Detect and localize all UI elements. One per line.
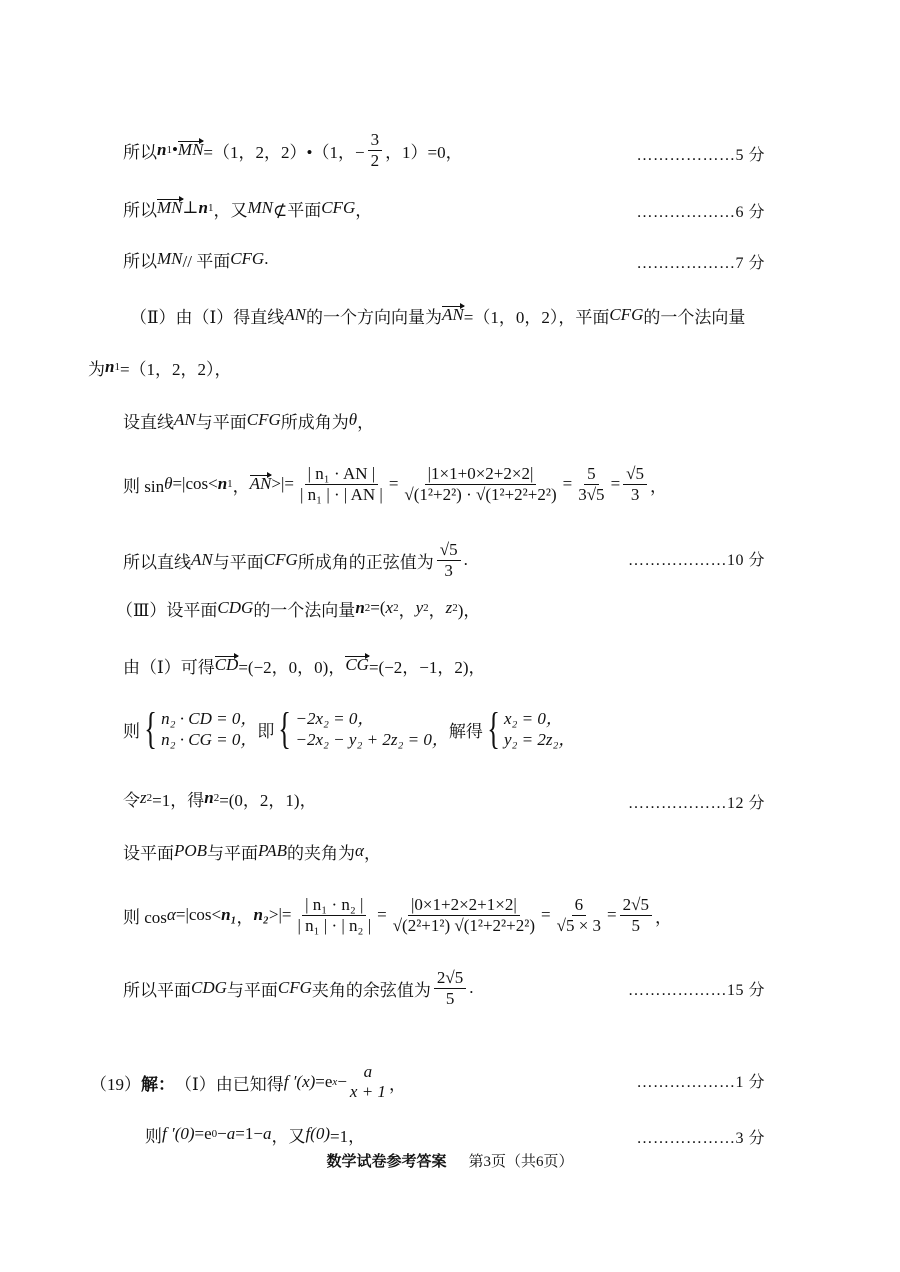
text: 即 [257, 721, 275, 741]
vector-n: n₂ [253, 905, 269, 924]
var: AN [174, 410, 196, 429]
vector-n: n [105, 357, 115, 376]
subscript: 1 [166, 144, 172, 156]
denominator: x + 1 [349, 1082, 386, 1101]
line-mn-parallel [123, 239, 268, 279]
vector-n: n₁ [221, 905, 237, 924]
line-q19-derivative [90, 1062, 406, 1102]
score-mark: ………………7 分 [636, 255, 765, 272]
text: 所以 [123, 142, 157, 162]
var: f ′(0) [162, 1124, 195, 1143]
equation: x₂ = 0， [503, 709, 563, 728]
numerator: |0×1+2×2+1×2| [408, 895, 520, 916]
denominator: √(2²+1²) √(1²+2²+2²) [392, 915, 536, 935]
text: ， [355, 200, 373, 220]
text: =1− [235, 1124, 263, 1143]
equation-system [140, 704, 258, 753]
text: 的一个方向向量为 [306, 307, 443, 327]
text: =（1，2，2）•（1，− [203, 142, 365, 162]
var: α [166, 905, 176, 924]
vector-an: AN [249, 474, 272, 493]
text: =1，得 [152, 790, 205, 810]
var: POB [174, 841, 208, 860]
line-cd-cg [123, 645, 486, 685]
score-mark: ………………3 分 [636, 1130, 765, 1147]
footer-title: 数学试卷参考答案 [326, 1154, 447, 1170]
text: 设平面 [123, 843, 174, 863]
text: − [217, 1124, 227, 1143]
text: =1， [329, 1126, 366, 1146]
text: >|= [271, 474, 294, 493]
denominator: | n₁ | · | n₂ | [297, 915, 372, 935]
text: 所以 [123, 200, 157, 220]
text: 则 cos [123, 907, 167, 927]
numerator: 5 [584, 464, 599, 485]
text: 为 [88, 359, 105, 379]
text: 则 [145, 1126, 162, 1146]
brace: { [278, 704, 292, 753]
score-mark: ………………15 分 [627, 982, 765, 999]
fraction [297, 464, 386, 505]
text: 所成角的正弦值为 [297, 552, 434, 572]
vector-n: n [157, 140, 167, 159]
vector-mn: MN [157, 198, 183, 217]
numerator: | n₁ · n₂ | [302, 895, 366, 916]
var: z [140, 788, 147, 807]
subscript: 2 [393, 602, 399, 614]
subscript: 2 [452, 602, 458, 614]
text: ， [654, 907, 672, 927]
text: =( [370, 598, 386, 617]
denominator: 2 [370, 150, 380, 170]
var: x [385, 598, 394, 617]
text: ， [388, 1074, 406, 1094]
text: =e [194, 1124, 212, 1143]
line-part2-intro [130, 295, 745, 335]
equation: n₂ · CG = 0， [161, 730, 258, 749]
text: 与平面 [207, 843, 259, 863]
subscript: 1 [227, 478, 233, 490]
subscript: 2 [423, 602, 429, 614]
var: MN [157, 249, 183, 268]
text: =(−2，−1，2)， [368, 657, 486, 677]
equation: n₂ · CD = 0， [161, 709, 258, 728]
denominator: √(1²+2²) · √(1²+2²+2²) [404, 484, 557, 504]
text: 的一个法向量 [253, 600, 356, 620]
var: α [355, 841, 364, 860]
fraction [368, 130, 383, 171]
fraction [623, 464, 647, 505]
score-mark: ………………10 分 [627, 552, 765, 569]
text: ， [232, 476, 250, 496]
var: θ [348, 410, 358, 429]
fraction [390, 895, 538, 936]
var: CFG [277, 978, 312, 997]
text: 令 [123, 790, 140, 810]
line-system [123, 705, 575, 753]
text: 则 sin [123, 476, 165, 496]
score-mark: ………………12 分 [627, 795, 765, 812]
text: =|cos< [172, 474, 218, 493]
var: CFG [230, 249, 265, 268]
text: ， [398, 600, 416, 620]
equation: −2x₂ = 0， [295, 709, 375, 728]
numerator: √5 [437, 540, 461, 561]
text: ， [236, 907, 254, 927]
denominator: 3 [630, 484, 640, 504]
exponent: x [332, 1076, 338, 1088]
text: （Ⅱ）由（Ⅰ）得直线 [130, 307, 285, 327]
numerator: 6 [572, 895, 587, 916]
page-number: 第3页（共6页） [468, 1154, 574, 1170]
denominator: √5 × 3 [556, 915, 602, 935]
text: 则 [123, 721, 140, 741]
denominator: 3√5 [578, 484, 605, 504]
line-set-theta [123, 400, 374, 440]
var: MN [247, 198, 273, 217]
var: PAB [258, 841, 288, 860]
fraction [294, 895, 374, 936]
text: • [171, 140, 178, 159]
text: − [337, 1072, 347, 1091]
line-cos-alpha: 则 cos α =|cos< n₁ ， n₂ >|= $\frac{\text{| n₁ · n₂ |}}{\text{| n₁ | · | n₂ |}}$ = $\frac{|0\times 1+2\times 2+1\times 2|}{\text{√(2²+1²) √(1²+2²+2²)}}$ = $\frac{6}{√5 \times 3}$ = $\frac{2√5}{5}$ ， [123, 894, 672, 935]
text: =e [315, 1072, 333, 1091]
numerator: |1×1+0×2+2×2| [425, 464, 537, 485]
text: ， [428, 600, 446, 620]
page-footer [0, 1150, 900, 1171]
numerator: 3 [368, 130, 383, 151]
fraction [434, 968, 466, 1009]
var: f ′(x) [283, 1072, 316, 1091]
var: AN [191, 550, 213, 569]
text: . [463, 550, 468, 569]
line-sine-value [123, 540, 468, 580]
score-mark: ………………1 分 [636, 1074, 765, 1091]
vector-cg: CG [345, 655, 369, 674]
text: ⊥ [182, 198, 199, 217]
var: y [415, 598, 424, 617]
exponent: 0 [211, 1128, 218, 1140]
text: （Ⅲ）设平面 [116, 600, 218, 620]
line-part3-intro [116, 588, 480, 628]
numerator: 2√5 [434, 968, 466, 989]
fraction [575, 464, 607, 505]
vector-n: n [198, 198, 208, 217]
subscript: 1 [114, 361, 120, 373]
text: 由（Ⅰ）可得 [123, 657, 215, 677]
numerator: 2√5 [620, 895, 652, 916]
numerator: a [363, 1062, 373, 1081]
text: ，又 [271, 1126, 306, 1146]
numerator: | n₁ · AN | [305, 464, 379, 485]
text: 所以直线 [123, 552, 191, 572]
question-number: （19） [90, 1074, 141, 1094]
vector-cd: CD [214, 655, 239, 674]
var: z [445, 598, 453, 617]
equation-system [274, 704, 449, 753]
text: . [264, 249, 269, 268]
vector-an: AN [442, 305, 464, 324]
line-n2 [123, 778, 317, 818]
vector-n: n [355, 598, 365, 617]
var: θ [164, 474, 173, 493]
text: =（1，0，2），平面 [463, 307, 610, 327]
text: 的一个法向量 [643, 307, 746, 327]
line-sin-theta: 则 sin θ =|cos< n 1 ， AN >|= $\frac{\text{| n₁ · AN |}}{\text{| n₁ | · | AN |}}$ = $\frac{|1\times 1+0\times 2+2\times 2|}{\text{√(1²+2²) · √(1²+2²+2²)}}$ = $\frac{5}{3√5}$ = $\frac{√5}{3}$ ， [123, 463, 667, 504]
numerator: √5 [623, 464, 647, 485]
text: ， [650, 476, 667, 496]
denominator: 5 [631, 915, 641, 935]
text: ⊄平面 [272, 200, 322, 220]
var: CFG [321, 198, 356, 217]
brace: { [144, 704, 157, 753]
brace: { [487, 704, 500, 753]
var: f(0) [305, 1124, 330, 1143]
text: . [469, 978, 474, 997]
subscript: 2 [213, 792, 220, 804]
text: ， [363, 843, 381, 863]
line-cosine-value [123, 968, 474, 1008]
fraction [437, 540, 461, 581]
text: 所成角为 [280, 412, 349, 432]
text: 设直线 [123, 412, 174, 432]
vector-n: n [217, 474, 228, 493]
var: a [226, 1124, 236, 1143]
text: ，1）=0， [385, 142, 463, 162]
line-q19-f0 [145, 1114, 365, 1154]
text: 解得 [448, 721, 483, 741]
vector-n: n [204, 788, 214, 807]
text: ，又 [213, 200, 248, 220]
var: CDG [191, 978, 227, 997]
var: CFG [609, 305, 644, 324]
fraction [554, 895, 604, 936]
text: =（1，2，2）， [119, 359, 232, 379]
text: =(0，2，1)， [219, 790, 317, 810]
score-mark: ………………5 分 [636, 147, 765, 164]
line-mn-perp [123, 188, 372, 228]
fraction [350, 1062, 386, 1102]
text: >|= [268, 905, 292, 924]
line-mn-dot-n1 [123, 130, 463, 170]
text: （Ⅰ）由已知得 [175, 1074, 284, 1094]
text: 所以 [123, 251, 157, 271]
text: 的夹角为 [287, 843, 356, 863]
equation-system [483, 704, 576, 753]
var: AN [284, 305, 307, 324]
var: CFG [246, 410, 281, 429]
text: =|cos< [175, 905, 222, 924]
text: 与平面 [195, 412, 247, 432]
text: =(−2，0，0)， [238, 657, 346, 677]
var: a [262, 1124, 272, 1143]
line-set-alpha [123, 831, 381, 871]
text: 与平面 [226, 980, 278, 1000]
subscript: 1 [207, 202, 214, 214]
denominator: 3 [444, 560, 453, 580]
denominator: | n₁ | · | AN | [299, 484, 383, 504]
equation: y₂ = 2z₂， [503, 730, 576, 749]
equation: −2x₂ − y₂ + 2z₂ = 0， [295, 730, 449, 749]
var: CDG [217, 598, 254, 617]
fraction [401, 464, 559, 505]
text: 与平面 [212, 552, 264, 572]
denominator: 5 [445, 988, 455, 1008]
text: ， [357, 412, 375, 432]
subscript: 2 [364, 602, 371, 614]
line-n1 [88, 347, 232, 387]
solution-label: 解： [141, 1074, 175, 1094]
var: CFG [263, 550, 298, 569]
text: 所以平面 [123, 980, 191, 1000]
score-mark: ………………6 分 [636, 204, 765, 221]
subscript: 2 [146, 792, 153, 804]
text: 夹角的余弦值为 [311, 980, 431, 1000]
text: )， [457, 600, 481, 620]
vector-mn: MN [177, 140, 204, 159]
fraction [620, 895, 652, 936]
text: // 平面 [182, 251, 231, 271]
